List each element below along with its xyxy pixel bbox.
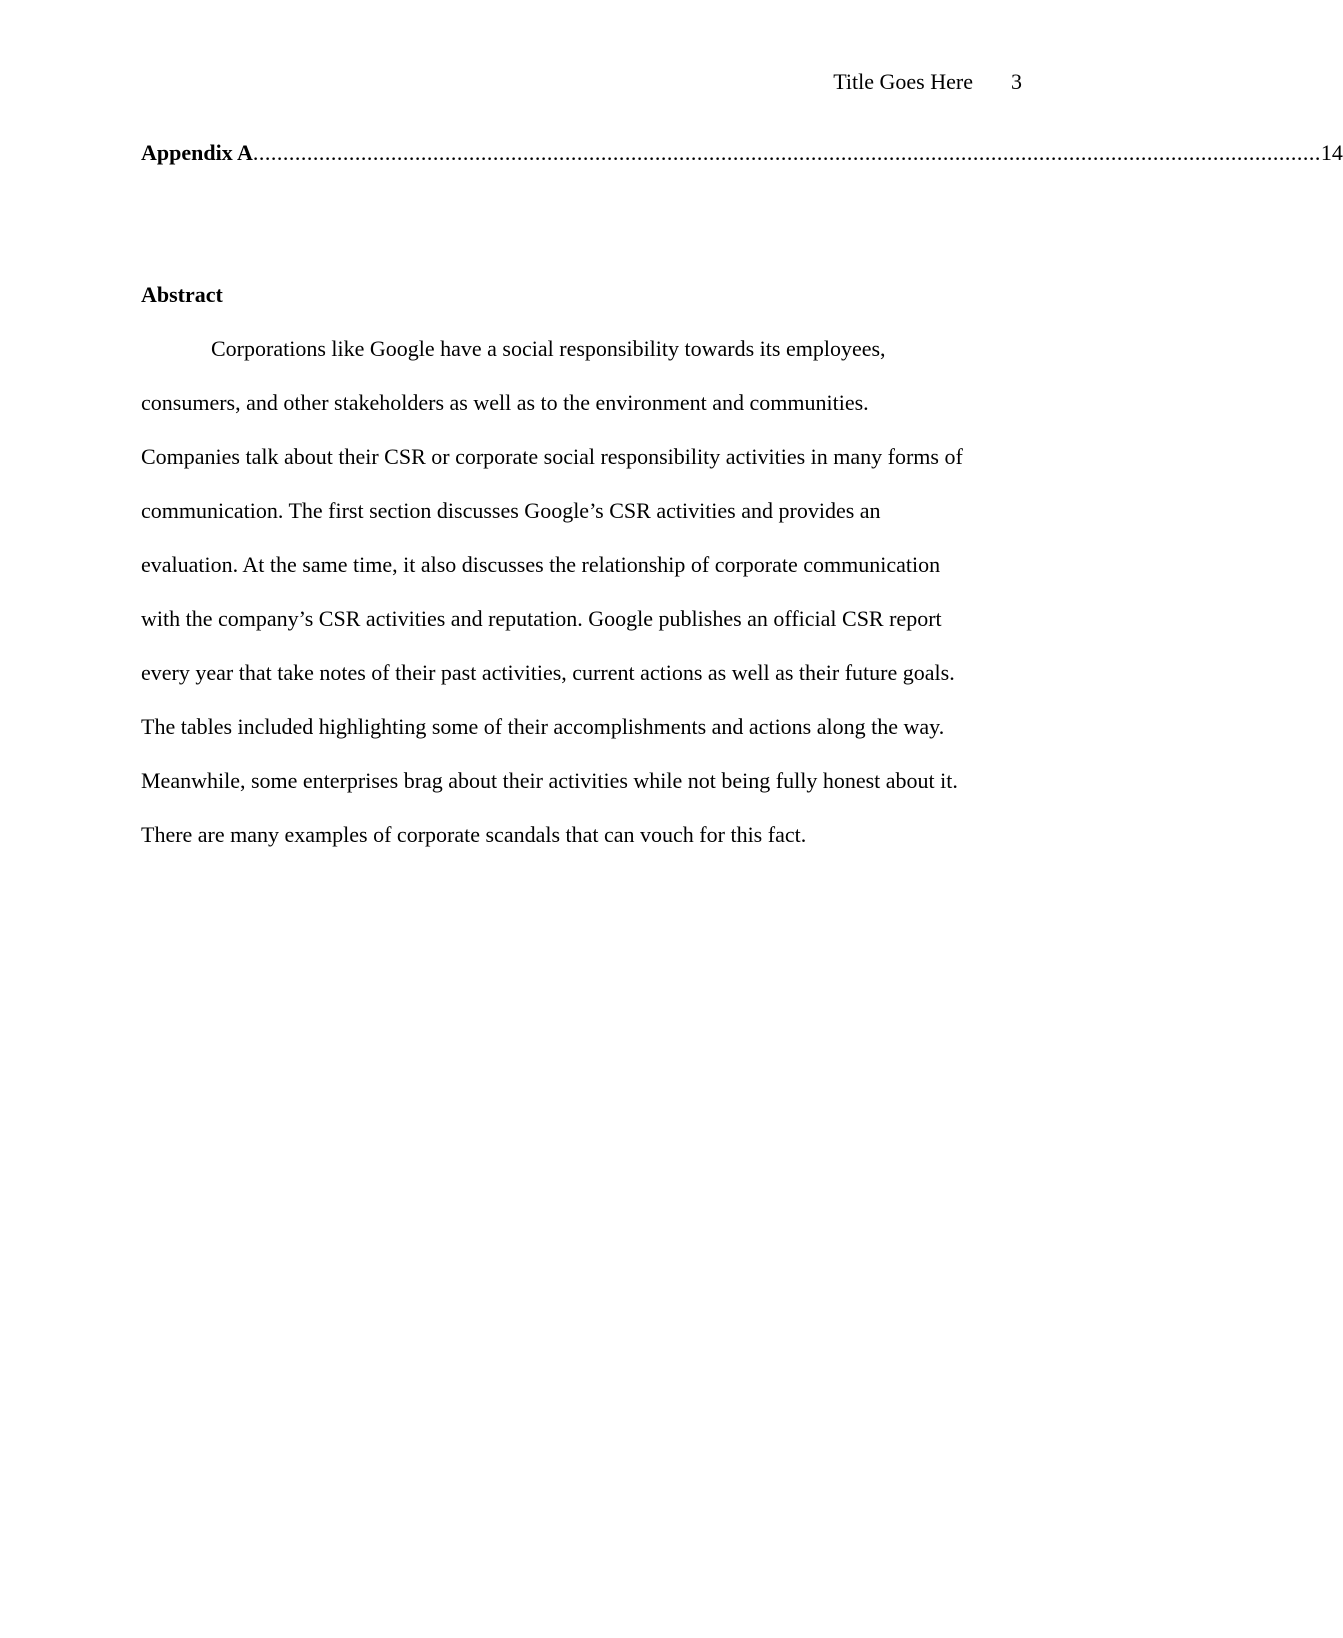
- abstract-line: evaluation. At the same time, it also discusses the relationship of corporate communication: [141, 552, 941, 577]
- toc-entry-page-number: 14: [1320, 140, 1343, 165]
- abstract-line: communication. The first section discusses Google’s CSR activities and provides an: [141, 498, 881, 523]
- abstract-line: There are many examples of corporate scandals that can vouch for this fact.: [141, 822, 807, 847]
- abstract-paragraph: [141, 322, 1025, 862]
- abstract-line: every year that take notes of their past activities, current actions as well as their future goals.: [141, 660, 955, 685]
- toc-entry-appendix-a[interactable]: [141, 139, 1343, 167]
- abstract-line: Meanwhile, some enterprises brag about their activities while not being fully honest about it.: [141, 768, 958, 793]
- abstract-line: The tables included highlighting some of their accomplishments and actions along the way.: [141, 714, 945, 739]
- abstract-heading: Abstract: [141, 282, 223, 307]
- abstract-line: with the company’s CSR activities and reputation. Google publishes an official CSR report: [141, 606, 942, 631]
- abstract-line: Companies talk about their CSR or corporate social responsibility activities in many forms of: [141, 444, 963, 469]
- toc-dot-leader: ..................................................................................................................................................................................: [252, 140, 1321, 165]
- abstract-line: Corporations like Google have a social responsibility towards its employees,: [211, 336, 886, 361]
- running-head: [833, 68, 1022, 96]
- toc-entry-label: Appendix A: [141, 140, 253, 165]
- running-title: Title Goes Here: [833, 69, 973, 94]
- page-number: 3: [1011, 69, 1022, 94]
- abstract-line: consumers, and other stakeholders as well as to the environment and communities.: [141, 390, 869, 415]
